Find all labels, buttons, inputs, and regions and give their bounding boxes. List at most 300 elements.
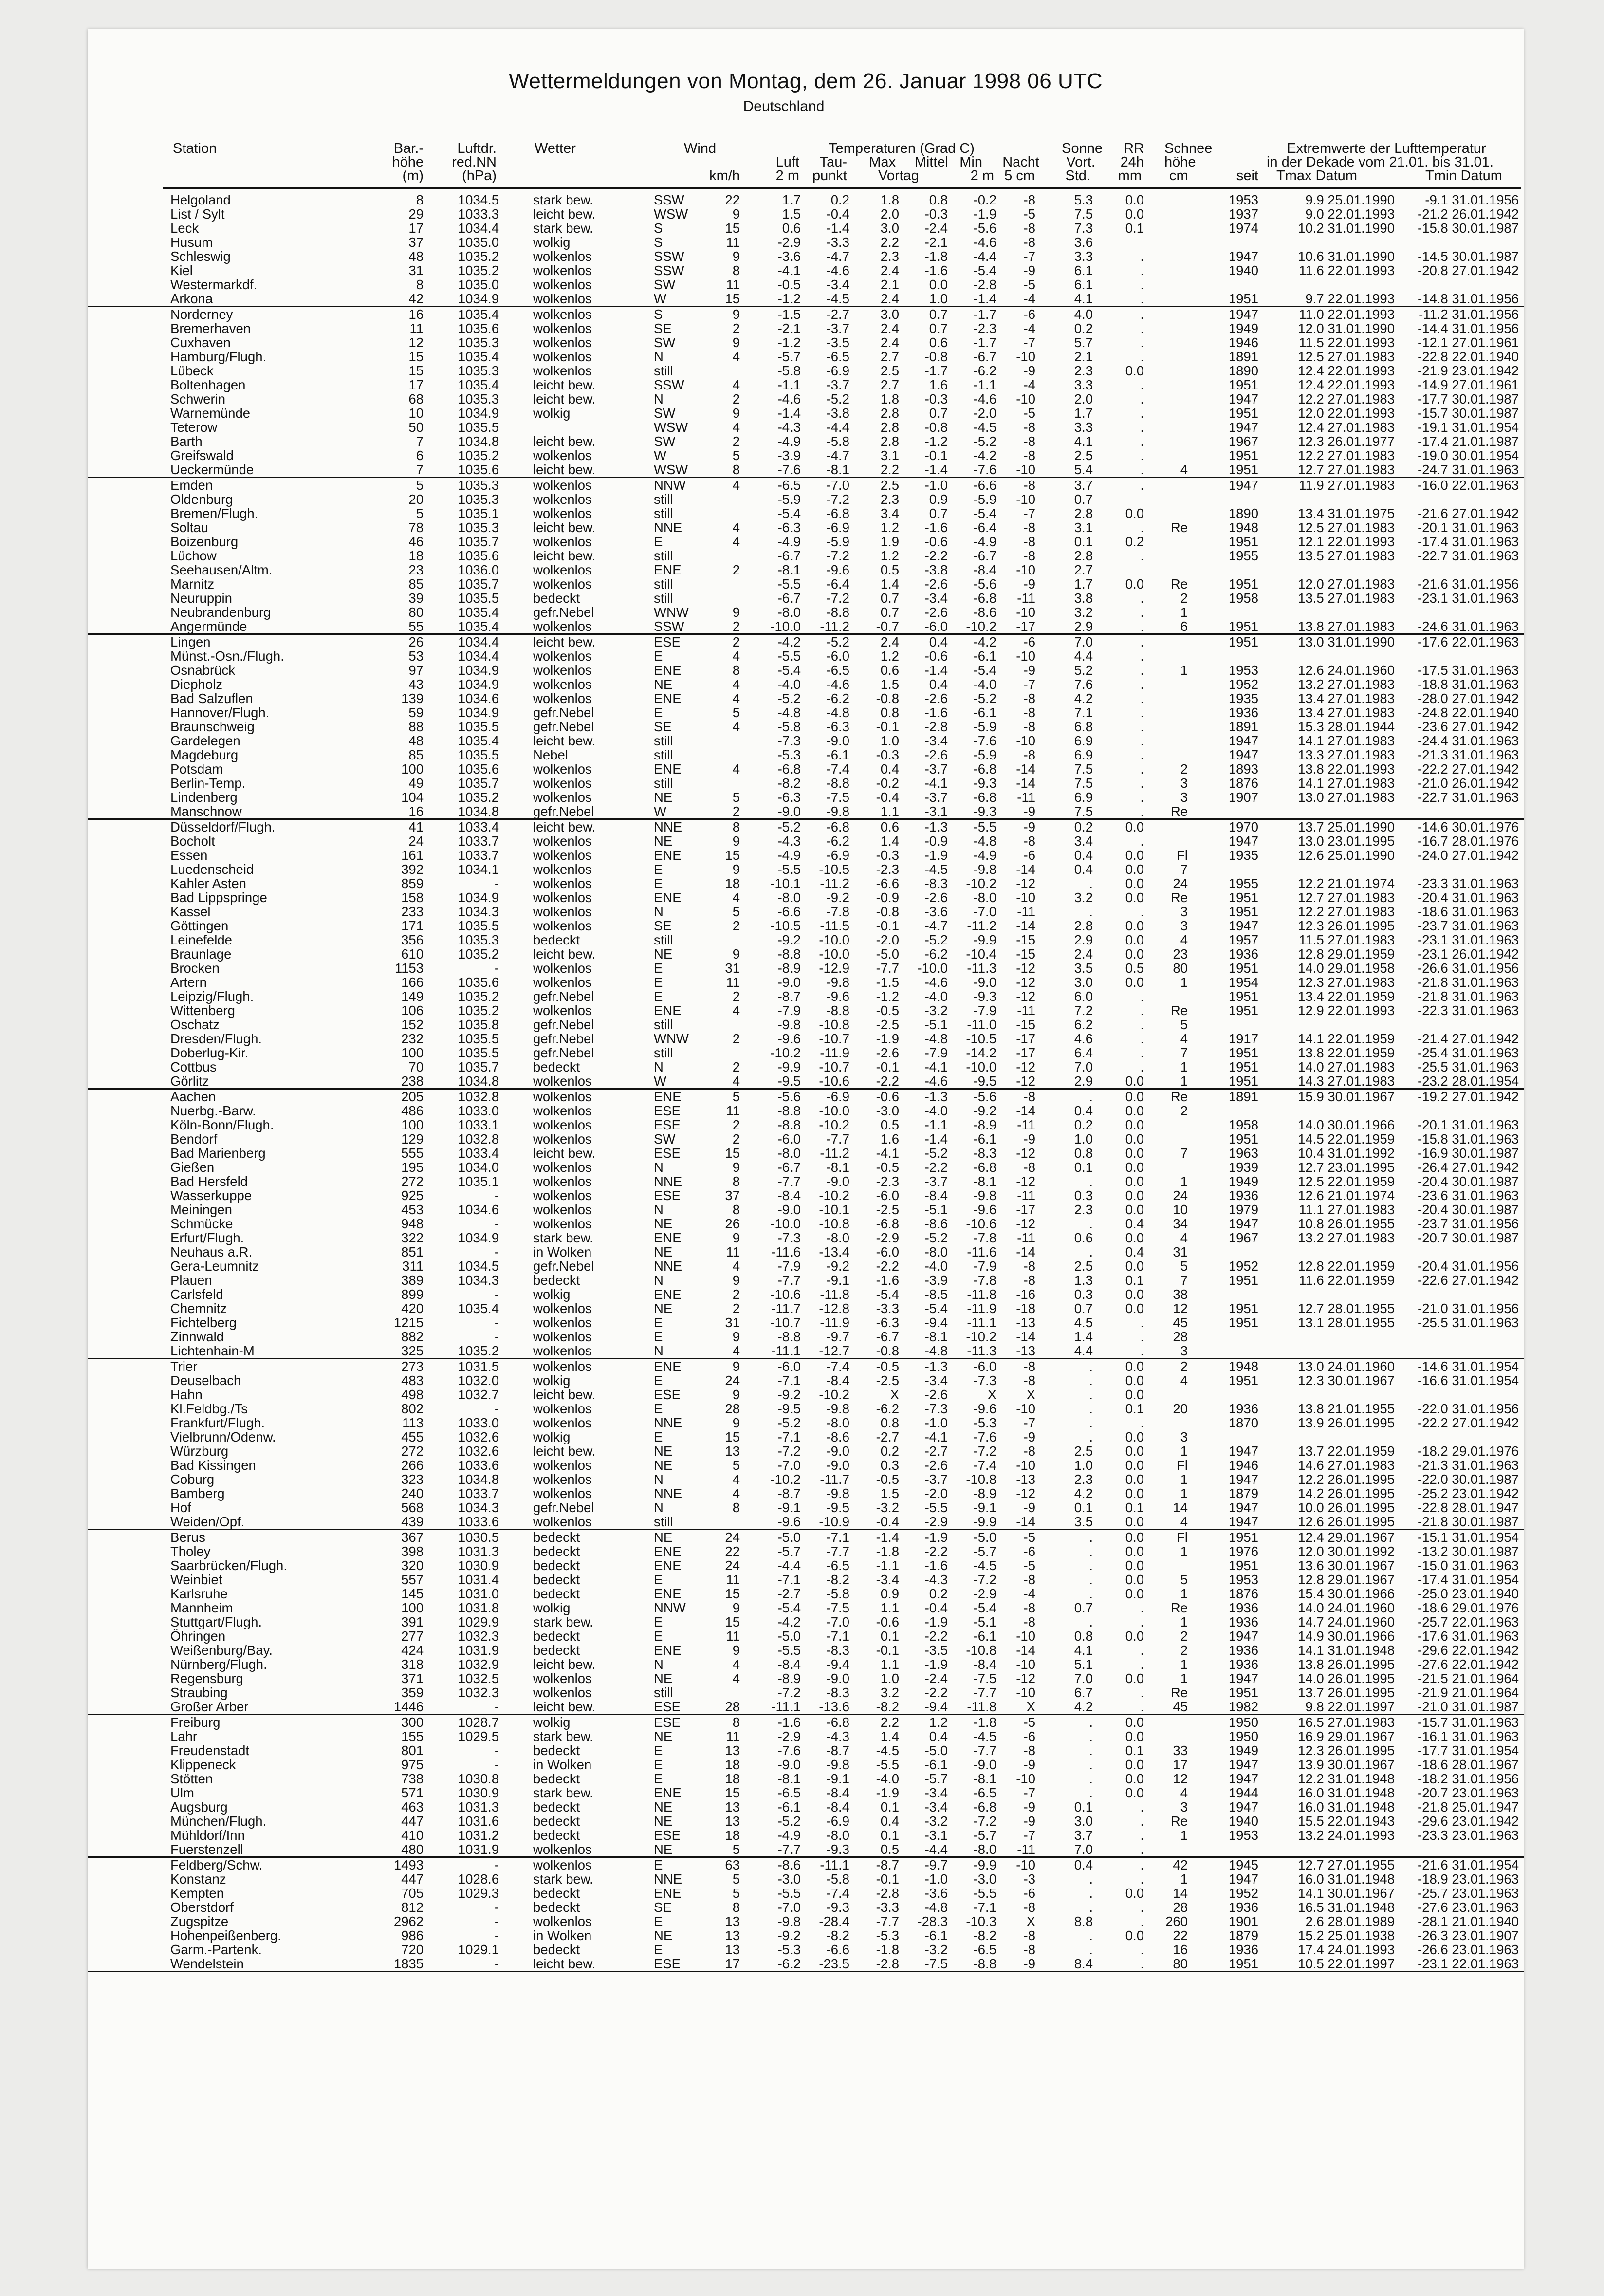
temp-max-cell: -2.7 <box>876 1429 899 1444</box>
sunshine-cell: . <box>1089 1415 1093 1430</box>
wind-direction-cell: NE <box>654 946 673 962</box>
air-temp-cell: -6.5 <box>777 1785 801 1800</box>
temp-max-cell: 1.0 <box>880 733 899 748</box>
record-tmax-cell: 14.5 22.01.1959 <box>1298 1131 1395 1147</box>
wind-direction-cell: ENE <box>654 1359 682 1374</box>
wind-direction-cell: E <box>654 648 663 664</box>
temp-mean-cell: -3.4 <box>924 733 948 748</box>
precipitation-cell: . <box>1140 648 1144 664</box>
pressure-cell: 1034.3 <box>458 1273 499 1288</box>
temp-min-cell: -11.6 <box>967 1244 996 1259</box>
weather-cell: stark bew. <box>533 1871 593 1887</box>
temp-min-cell: -9.0 <box>973 975 996 990</box>
snow-depth-cell: 2 <box>1180 1103 1188 1118</box>
station-cell: Kempten <box>170 1886 224 1901</box>
wind-speed-cell: 4 <box>732 1343 740 1358</box>
temp-max-cell: 2.4 <box>880 335 899 350</box>
air-temp-cell: -5.8 <box>777 719 801 734</box>
night-min-cell: -15 <box>1016 1017 1035 1032</box>
record-tmax-cell: 14.1 27.01.1983 <box>1298 733 1395 748</box>
baro-height-cell: 129 <box>401 1131 424 1147</box>
baro-height-cell: 802 <box>401 1401 424 1416</box>
pressure-cell: - <box>494 1244 499 1259</box>
table-row <box>88 535 1524 549</box>
record-tmax-cell: 11.6 22.01.1993 <box>1299 263 1395 278</box>
baro-height-cell: 80 <box>408 605 424 620</box>
wind-speed-cell: 11 <box>726 1103 740 1118</box>
pressure-cell: 1033.1 <box>458 1117 499 1132</box>
weather-cell: leicht bew. <box>533 462 596 477</box>
table-row <box>88 975 1524 989</box>
record-since-cell: 1947 <box>1228 833 1258 849</box>
snow-depth-cell: 1 <box>1180 1074 1188 1089</box>
temp-mean-cell: -1.4 <box>924 462 948 477</box>
weather-cell: wolkenlos <box>533 1329 592 1344</box>
wind-speed-cell: 8 <box>732 1715 740 1730</box>
temp-mean-cell: -1.9 <box>924 1530 948 1545</box>
precipitation-cell: 0.0 <box>1125 1472 1144 1487</box>
dewpoint-cell: -8.1 <box>826 462 849 477</box>
station-cell: Karlsruhe <box>170 1586 228 1601</box>
temp-mean-cell: -3.4 <box>924 1799 948 1815</box>
station-cell: Schleswig <box>170 249 231 264</box>
snow-depth-cell: 2 <box>1180 591 1188 606</box>
table-row <box>88 1558 1524 1573</box>
record-since-cell: 1951 <box>1228 1059 1258 1074</box>
station-cell: Wasserkuppe <box>170 1188 252 1203</box>
air-temp-cell: -7.6 <box>777 462 801 477</box>
record-tmin-cell: -23.6 27.01.1942 <box>1418 719 1519 734</box>
temp-mean-cell: -4.1 <box>924 1059 948 1074</box>
snow-depth-cell: 1 <box>1180 663 1188 678</box>
weather-cell: wolkig <box>533 235 571 250</box>
wind-direction-cell: ENE <box>654 848 682 863</box>
dewpoint-cell: -8.2 <box>826 1928 849 1943</box>
wind-speed-cell: 2 <box>732 1301 740 1316</box>
night-min-cell: -12 <box>1016 989 1035 1004</box>
baro-height-cell: 410 <box>401 1828 424 1843</box>
pressure-cell: 1035.4 <box>458 349 499 364</box>
sunshine-cell: 2.9 <box>1074 1074 1093 1089</box>
wind-speed-cell: 9 <box>732 1329 740 1344</box>
table-row <box>88 506 1524 520</box>
baro-height-cell: 447 <box>401 1814 424 1829</box>
weather-cell: gefr.Nebel <box>533 1045 594 1060</box>
air-temp-cell: -5.5 <box>777 1886 801 1901</box>
dewpoint-cell: -9.8 <box>826 1486 849 1501</box>
record-tmax-cell: 13.4 31.01.1975 <box>1298 506 1395 521</box>
pressure-cell: 1029.3 <box>458 1886 499 1901</box>
snow-depth-cell: 3 <box>1180 918 1188 933</box>
wind-direction-cell: NNE <box>654 1415 682 1430</box>
temp-min-cell: -11.0 <box>967 1017 996 1032</box>
wind-direction-cell: still <box>654 1685 673 1700</box>
temp-mean-cell: -9.7 <box>924 1857 948 1872</box>
weather-cell: stark bew. <box>533 1785 593 1800</box>
night-min-cell: -14 <box>1016 1643 1035 1658</box>
sunshine-cell: 0.1 <box>1074 1160 1093 1175</box>
temp-mean-cell: -1.3 <box>924 819 948 834</box>
sunshine-cell: 2.0 <box>1074 391 1093 407</box>
record-tmin-cell: -26.6 23.01.1963 <box>1418 1942 1519 1957</box>
night-min-cell: -12 <box>1016 1059 1035 1074</box>
weather-cell: bedeckt <box>533 1530 580 1545</box>
weather-cell: wolkenlos <box>533 307 592 322</box>
temp-max-cell: 0.4 <box>880 1814 899 1829</box>
dewpoint-cell: -9.7 <box>826 1329 849 1344</box>
baro-height-cell: 106 <box>401 1003 424 1018</box>
wind-speed-cell: 17 <box>725 1956 740 1971</box>
temp-min-cell: -5.4 <box>973 1600 996 1615</box>
weather-cell: wolkenlos <box>533 918 592 933</box>
snow-depth-cell: 2 <box>1180 1359 1188 1374</box>
sunshine-cell: 5.2 <box>1074 663 1093 678</box>
night-min-cell: -7 <box>1023 506 1035 521</box>
wind-speed-cell: 15 <box>725 1785 740 1800</box>
baro-height-cell: 483 <box>401 1373 424 1388</box>
pressure-cell: - <box>494 1329 499 1344</box>
sunshine-cell: 0.8 <box>1074 1146 1093 1161</box>
record-tmax-cell: 12.5 22.01.1959 <box>1298 1174 1395 1189</box>
precipitation-cell: 0.0 <box>1125 918 1144 933</box>
dewpoint-cell: -9.1 <box>826 1771 849 1786</box>
pressure-cell: 1032.8 <box>458 1131 499 1147</box>
air-temp-cell: -4.0 <box>777 677 801 692</box>
sunshine-cell: 6.8 <box>1074 719 1093 734</box>
night-min-cell: -9 <box>1023 1757 1035 1772</box>
record-since-cell: 1936 <box>1228 1942 1258 1957</box>
wind-speed-cell: 2 <box>732 1131 740 1147</box>
baro-height-cell: 161 <box>401 848 424 863</box>
baro-height-cell: 356 <box>401 932 424 947</box>
weather-cell: wolkenlos <box>533 1103 592 1118</box>
record-since-cell: 1953 <box>1228 1828 1258 1843</box>
sunshine-cell: 4.2 <box>1074 1699 1093 1714</box>
precipitation-cell: . <box>1140 634 1144 649</box>
dewpoint-cell: -8.0 <box>826 1415 849 1430</box>
wind-speed-cell: 13 <box>725 1444 740 1459</box>
header-weather: Wetter <box>535 141 576 156</box>
station-cell: Zinnwald <box>170 1329 224 1344</box>
temp-min-cell: -9.0 <box>973 1757 996 1772</box>
temp-mean-cell: 0.4 <box>929 634 948 649</box>
night-min-cell: -9 <box>1023 1131 1035 1147</box>
record-since-cell: 1979 <box>1228 1202 1258 1217</box>
temp-min-cell: -7.9 <box>973 1003 996 1018</box>
station-cell: Essen <box>170 848 208 863</box>
precipitation-cell: 0.0 <box>1125 862 1144 877</box>
record-tmax-cell: 16.9 29.01.1967 <box>1298 1729 1395 1744</box>
record-tmin-cell: -25.5 31.01.1963 <box>1418 1059 1519 1074</box>
station-cell: Weiden/Opf. <box>170 1514 245 1529</box>
air-temp-cell: -5.7 <box>777 349 801 364</box>
pressure-cell: 1032.6 <box>458 1444 499 1459</box>
temp-max-cell: 1.4 <box>880 576 899 592</box>
table-row <box>88 663 1524 677</box>
precipitation-cell: . <box>1140 462 1144 477</box>
weather-cell: bedeckt <box>533 1273 580 1288</box>
wind-speed-cell: 24 <box>725 1373 740 1388</box>
dewpoint-cell: -12.8 <box>819 1301 849 1316</box>
temp-max-cell: -0.8 <box>876 1343 899 1358</box>
header-temp-group: Temperaturen (Grad C) <box>829 141 975 156</box>
record-tmax-cell: 12.6 21.01.1974 <box>1298 1188 1395 1203</box>
precipitation-cell: 0.0 <box>1125 192 1144 207</box>
precipitation-cell: 0.0 <box>1125 1671 1144 1686</box>
station-cell: Cottbus <box>170 1059 217 1074</box>
dewpoint-cell: -6.9 <box>826 848 849 863</box>
station-cell: Vielbrunn/Odenw. <box>170 1429 276 1444</box>
record-since-cell: 1951 <box>1228 1315 1258 1330</box>
wind-speed-cell: 37 <box>725 1188 740 1203</box>
table-row <box>88 635 1524 649</box>
night-min-cell: -10 <box>1016 1857 1035 1872</box>
sunshine-cell: 1.3 <box>1074 1273 1093 1288</box>
wind-direction-cell: NE <box>654 1530 673 1545</box>
station-cell: Boizenburg <box>170 534 239 549</box>
temp-mean-cell: -2.6 <box>924 747 948 762</box>
snow-depth-cell: 12 <box>1173 1301 1188 1316</box>
pressure-cell: 1031.8 <box>458 1600 499 1615</box>
table-row <box>88 1231 1524 1245</box>
night-min-cell: -8 <box>1023 520 1035 535</box>
baro-height-cell: 1493 <box>393 1857 424 1872</box>
baro-height-cell: 139 <box>401 691 424 706</box>
precipitation-cell: . <box>1140 307 1144 322</box>
baro-height-cell: 46 <box>408 534 424 549</box>
weather-cell: bedeckt <box>533 1643 580 1658</box>
precipitation-cell: 0.0 <box>1125 1259 1144 1274</box>
dewpoint-cell: -4.7 <box>826 249 849 264</box>
dewpoint-cell: -11.5 <box>820 918 849 933</box>
temp-mean-cell: -1.0 <box>924 1415 948 1430</box>
temp-min-cell: -6.8 <box>973 761 996 777</box>
record-tmin-cell: -21.4 27.01.1942 <box>1418 1031 1519 1046</box>
table-row <box>88 292 1524 306</box>
temp-mean-cell: -3.6 <box>924 1886 948 1901</box>
pressure-cell: 1035.5 <box>458 747 499 762</box>
pressure-cell: 1034.3 <box>458 904 499 919</box>
wind-speed-cell: 11 <box>726 1729 740 1744</box>
dewpoint-cell: -10.8 <box>819 1017 849 1032</box>
record-tmin-cell: -17.4 21.01.1987 <box>1418 434 1519 449</box>
night-min-cell: -4 <box>1023 1586 1035 1601</box>
weather-cell: leicht bew. <box>533 1387 596 1402</box>
air-temp-cell: -4.8 <box>777 705 801 720</box>
snow-depth-cell: 38 <box>1173 1287 1188 1302</box>
temp-max-cell: -0.4 <box>876 790 899 805</box>
station-cell: Bad Salzuflen <box>170 691 253 706</box>
temp-mean-cell: -3.2 <box>924 1003 948 1018</box>
dewpoint-cell: -5.8 <box>826 1871 849 1887</box>
header-max: Max <box>869 154 896 170</box>
header-baro-2: höhe <box>392 154 424 170</box>
record-tmax-cell: 12.2 27.01.1983 <box>1298 904 1395 919</box>
baro-height-cell: 2962 <box>393 1914 424 1929</box>
temp-min-cell: -10.6 <box>966 1216 996 1231</box>
temp-min-cell: -5.0 <box>973 1530 996 1545</box>
record-tmax-cell: 12.3 26.01.1977 <box>1298 434 1395 449</box>
baro-height-cell: 424 <box>401 1643 424 1658</box>
snow-depth-cell: 6 <box>1180 619 1188 634</box>
wind-speed-cell: 9 <box>732 1359 740 1374</box>
air-temp-cell: -10.0 <box>770 619 801 634</box>
record-tmin-cell: -17.6 22.01.1963 <box>1418 634 1519 649</box>
record-tmax-cell: 13.2 27.01.1983 <box>1298 1230 1395 1245</box>
station-cell: Hof <box>170 1500 191 1515</box>
baro-height-cell: 16 <box>408 804 424 819</box>
air-temp-cell: -11.1 <box>771 1699 801 1714</box>
record-since-cell: 1951 <box>1228 1530 1258 1545</box>
temp-mean-cell: -2.2 <box>924 1544 948 1559</box>
pressure-cell: - <box>494 1315 499 1330</box>
temp-max-cell: 2.8 <box>880 406 899 421</box>
weather-cell: Nebel <box>533 747 568 762</box>
snow-depth-cell: 17 <box>1173 1757 1188 1772</box>
air-temp-cell: -5.5 <box>777 862 801 877</box>
snow-depth-cell: 23 <box>1173 946 1188 962</box>
air-temp-cell: -6.5 <box>777 478 801 493</box>
temp-max-cell: 1.1 <box>880 1600 899 1615</box>
snow-depth-cell: 1 <box>1180 1174 1188 1189</box>
dewpoint-cell: -6.1 <box>826 747 849 762</box>
wind-direction-cell: E <box>654 1757 663 1772</box>
temp-mean-cell: -8.6 <box>924 1216 948 1231</box>
wind-speed-cell: 13 <box>725 1814 740 1829</box>
precipitation-cell: 0.0 <box>1125 975 1144 990</box>
station-cell: Angermünde <box>170 619 247 634</box>
night-min-cell: -10 <box>1016 648 1035 664</box>
sunshine-cell: 0.4 <box>1074 848 1093 863</box>
precipitation-cell: . <box>1140 1956 1144 1971</box>
baro-height-cell: 31 <box>408 263 424 278</box>
temp-min-cell: -9.9 <box>973 1857 996 1872</box>
header-rr-1: RR <box>1124 141 1144 156</box>
table-row <box>88 705 1524 720</box>
temp-min-cell: -5.6 <box>973 1089 996 1104</box>
snow-depth-cell: 14 <box>1173 1500 1188 1515</box>
record-tmin-cell: -17.6 31.01.1963 <box>1418 1629 1519 1644</box>
record-since-cell: 1936 <box>1228 1900 1258 1915</box>
record-since-cell: 1890 <box>1228 506 1258 521</box>
wind-direction-cell: still <box>654 1045 673 1060</box>
table-row <box>88 1573 1524 1587</box>
temp-mean-cell: -4.8 <box>924 1900 948 1915</box>
station-cell: Oschatz <box>170 1017 220 1032</box>
snow-depth-cell: Re <box>1170 1814 1188 1829</box>
pressure-cell: 1035.5 <box>458 1031 499 1046</box>
air-temp-cell: -0.5 <box>777 277 801 292</box>
weather-cell: stark bew. <box>533 192 593 207</box>
dewpoint-cell: -9.0 <box>826 1444 849 1459</box>
record-tmax-cell: 13.7 22.01.1959 <box>1298 1444 1395 1459</box>
pressure-cell: - <box>494 961 499 976</box>
record-since-cell: 1947 <box>1228 1871 1258 1887</box>
record-since-cell: 1951 <box>1228 890 1258 905</box>
sunshine-cell: 7.5 <box>1074 776 1093 791</box>
temp-max-cell: 1.1 <box>880 1657 899 1672</box>
station-cell: Düsseldorf/Flugh. <box>170 819 276 834</box>
table-row <box>88 520 1524 535</box>
sunshine-cell: 0.8 <box>1074 1629 1093 1644</box>
air-temp-cell: -4.9 <box>777 848 801 863</box>
wind-direction-cell: NNE <box>654 819 682 834</box>
baro-height-cell: 155 <box>401 1729 424 1744</box>
wind-direction-cell: SW <box>654 434 676 449</box>
precipitation-cell: 0.0 <box>1125 819 1144 834</box>
station-cell: Aachen <box>170 1089 216 1104</box>
wind-direction-cell: NNW <box>654 478 686 493</box>
night-min-cell: -15 <box>1016 932 1035 947</box>
temp-mean-cell: -5.1 <box>924 1017 948 1032</box>
temp-mean-cell: -8.4 <box>924 1188 948 1203</box>
dewpoint-cell: -9.5 <box>826 1500 849 1515</box>
wind-direction-cell: SE <box>654 321 672 336</box>
air-temp-cell: -7.7 <box>777 1273 801 1288</box>
record-tmax-cell: 12.8 29.01.1967 <box>1298 1572 1395 1587</box>
dewpoint-cell: -7.8 <box>826 904 849 919</box>
air-temp-cell: -4.9 <box>777 1828 801 1843</box>
sunshine-cell: . <box>1089 1387 1093 1402</box>
night-min-cell: -4 <box>1023 377 1035 392</box>
wind-direction-cell: NNE <box>654 1259 682 1274</box>
sunshine-cell: 6.2 <box>1074 1017 1093 1032</box>
dewpoint-cell: -10.1 <box>819 1202 849 1217</box>
baro-height-cell: 447 <box>401 1871 424 1887</box>
station-cell: Kl.Feldbg./Ts <box>170 1401 248 1416</box>
temp-max-cell: -3.2 <box>876 1500 899 1515</box>
wind-direction-cell: still <box>654 591 673 606</box>
night-min-cell: -10 <box>1016 462 1035 477</box>
temp-max-cell: -6.7 <box>876 1329 899 1344</box>
record-since-cell: 1947 <box>1228 1500 1258 1515</box>
record-since-cell: 1951 <box>1228 619 1258 634</box>
snow-depth-cell: 28 <box>1173 1329 1188 1344</box>
temp-mean-cell: -4.1 <box>924 1429 948 1444</box>
temp-max-cell: 2.1 <box>880 277 899 292</box>
weather-cell: leicht bew. <box>533 819 596 834</box>
snow-depth-cell: 1 <box>1180 1472 1188 1487</box>
temp-min-cell: -2.0 <box>973 406 996 421</box>
temp-min-cell: -11.8 <box>967 1699 996 1714</box>
wind-direction-cell: SE <box>654 1900 672 1915</box>
wind-speed-cell: 63 <box>725 1857 740 1872</box>
temp-max-cell: -2.5 <box>876 1373 899 1388</box>
wind-speed-cell: 9 <box>732 206 740 222</box>
record-tmin-cell: -24.6 31.01.1963 <box>1418 619 1519 634</box>
station-cell: Helgoland <box>170 192 231 207</box>
record-tmax-cell: 12.7 27.01.1983 <box>1298 462 1395 477</box>
record-since-cell: 1936 <box>1228 946 1258 962</box>
dewpoint-cell: -5.2 <box>826 634 849 649</box>
temp-mean-cell: -0.4 <box>924 1600 948 1615</box>
baro-height-cell: 233 <box>401 904 424 919</box>
air-temp-cell: -6.7 <box>777 1160 801 1175</box>
dewpoint-cell: -9.0 <box>826 733 849 748</box>
station-cell: Gera-Leumnitz <box>170 1259 259 1274</box>
temp-min-cell: -5.4 <box>973 263 996 278</box>
table-row <box>88 420 1524 434</box>
baro-height-cell: 205 <box>401 1089 424 1104</box>
temp-min-cell: -7.0 <box>973 904 996 919</box>
baro-height-cell: 398 <box>401 1544 424 1559</box>
record-tmax-cell: 9.7 22.01.1993 <box>1305 291 1395 306</box>
temp-max-cell: 0.8 <box>880 1415 899 1430</box>
weather-cell: wolkenlos <box>533 1131 592 1147</box>
dewpoint-cell: -8.1 <box>826 1160 849 1175</box>
dewpoint-cell: -10.0 <box>819 1103 849 1118</box>
station-cell: Erfurt/Flugh. <box>170 1230 244 1245</box>
